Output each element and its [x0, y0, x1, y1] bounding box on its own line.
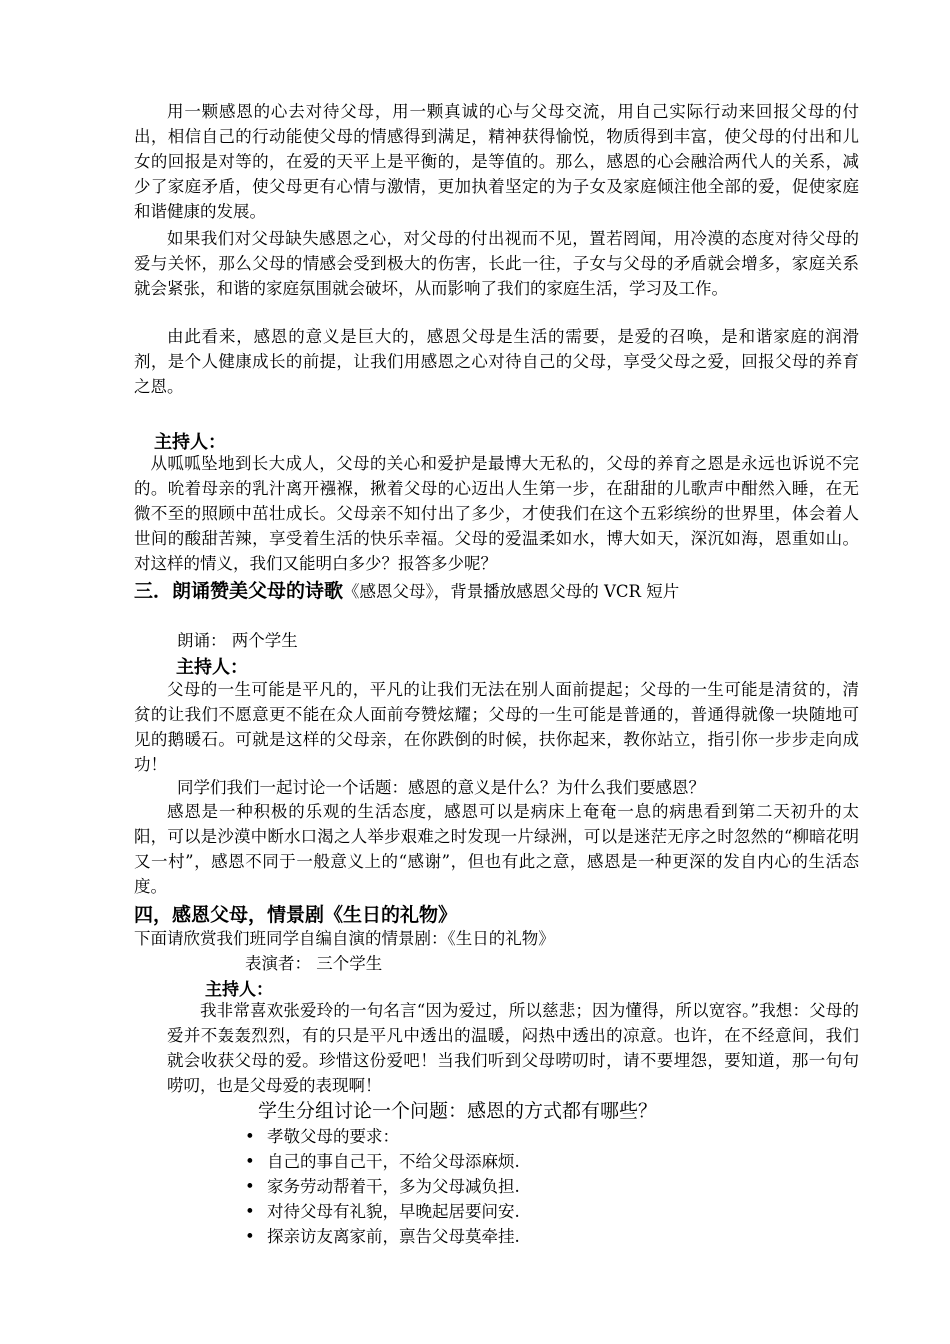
paragraph-host-2: 父母的一生可能是平凡的，平凡的让我们无法在别人面前提起；父母的一生可能是清贫的，清贫的让我们不愿意更不能在众人面前夸赞炫耀；父母的一生可能是普通的，普通得就像一块随地可见的鹅暖石。可就是这样的父母亲，在你跌倒的时候，扶你起来，教你站立，指引你一步步走向成功！	[134, 680, 859, 774]
host-heading-2: 主持人：	[176, 657, 248, 678]
list-item	[245, 1149, 520, 1174]
bullet-icon: •	[245, 1152, 255, 1171]
list-item-text: 探亲访友离家前，禀告父母莫牵挂.	[267, 1227, 520, 1246]
paragraph-gratitude-heart: 用一颗感恩的心去对待父母，用一颗真诚的心与父母交流，用自己实际行动来回报父母的付出，相信自己的行动能使父母的情感得到满足，精神获得愉悦，物质得到丰富，使父母的付出和儿女的回报是对等的，在爱的天平上是平衡的，是等值的。那么，感恩的心会融洽两代人的关系，减少了家庭矛盾，使父母更有心情与激情，更加执着坚定的为子女及家庭倾注他全部的爱，促使家庭和谐健康的发展。	[134, 102, 859, 221]
performers-line: 表演者： 三个学生	[245, 954, 383, 973]
paragraph-gratitude-attitude: 感恩是一种积极的乐观的生活态度，感恩可以是病床上奄奄一息的病患看到第二天初升的太阳，可以是沙漠中断水口渴之人举步艰难之时发现一片绿洲，可以是迷茫无序之时忽然的“柳暗花明又一村”，感恩不同于一般意义上的“感谢”，但也有此之意，感恩是一种更深的发自内心的生活态度。	[134, 802, 859, 896]
section-4-intro: 下面请欣赏我们班同学自编自演的情景剧：《生日的礼物》	[134, 929, 555, 948]
group-discussion-question: 学生分组讨论一个问题：感恩的方式都有哪些？	[258, 1100, 658, 1122]
list-item	[245, 1174, 520, 1199]
paragraph-host-1: 从呱呱坠地到长大成人，父母的关心和爱护是最博大无私的，父母的养育之恩是永远也诉说不完的。吮着母亲的乳汁离开襁褓，揪着父母的心迈出人生第一步，在甜甜的儿歌声中酣然入睡，在无微不至的照顾中茁壮成长。父母亲不知付出了多少，才使我们在这个五彩缤纷的世界里，体会着人世间的酸甜苦辣，享受着生活的快乐幸福。父母的爱温柔如水，博大如天，深沉如海，恩重如山。对这样的情义，我们又能明白多少？报答多少呢？	[134, 454, 859, 573]
list-item-text: 自己的事自己干，不给父母添麻烦.	[267, 1152, 520, 1171]
section-3-title: 三．朗诵赞美父母的诗歌	[134, 580, 344, 602]
paragraph-lack-gratitude: 如果我们对父母缺失感恩之心，对父母的付出视而不见，置若罔闻，用冷漠的态度对待父母的爱与关怀，那么父母的情感会受到极大的伤害，长此一往，子女与父母的矛盾就会增多，家庭关系就会紧张，和谐的家庭氛围就会破坏，从而影响了我们的家庭生活，学习及工作。	[134, 229, 859, 298]
discussion-question: 同学们我们一起讨论一个话题：感恩的意义是什么？为什么我们要感恩？	[177, 778, 705, 797]
list-item-text: 家务劳动帮着干，多为父母减负担.	[267, 1177, 520, 1196]
bullet-icon: •	[245, 1202, 255, 1221]
host-heading-1: 主持人：	[154, 432, 226, 453]
recite-line: 朗诵： 两个学生	[177, 631, 298, 650]
bullet-icon: •	[245, 1127, 255, 1146]
list-item	[245, 1224, 520, 1249]
paragraph-host-3: 我非常喜欢张爱玲的一句名言“因为爱过，所以慈悲；因为懂得，所以宽容。”我想：父母的爱并不轰轰烈烈，有的只是平凡中透出的温暖，闷热中透出的凉意。也许，在不经意间，我们就会收获父母的爱。珍惜这份爱吧！当我们听到父母唠叨时，请不要埋怨，要知道，那一句句唠叨，也是父母爱的表现啊！	[167, 1001, 859, 1095]
list-item-text: 孝敬父母的要求：	[267, 1127, 399, 1146]
section-4-heading: 四，感恩父母，情景剧《生日的礼物》	[134, 904, 458, 926]
host-heading-3: 主持人：	[205, 980, 273, 1000]
paragraph-meaning: 由此看来，感恩的意义是巨大的，感恩父母是生活的需要，是爱的召唤，是和谐家庭的润滑剂，是个人健康成长的前提，让我们用感恩之心对待自己的父母，享受父母之爱，回报父母的养育之恩。	[134, 327, 859, 396]
bullet-icon: •	[245, 1177, 255, 1196]
list-item-text: 对待父母有礼貌，早晚起居要问安.	[267, 1202, 520, 1221]
bullet-icon: •	[245, 1227, 255, 1246]
list-item	[245, 1199, 520, 1224]
respect-parents-list	[245, 1124, 520, 1249]
section-3-heading	[134, 576, 679, 603]
section-3-subtitle: 《感恩父母》，背景播放感恩父母的 VCR 短片	[343, 582, 680, 601]
list-item	[245, 1124, 520, 1149]
